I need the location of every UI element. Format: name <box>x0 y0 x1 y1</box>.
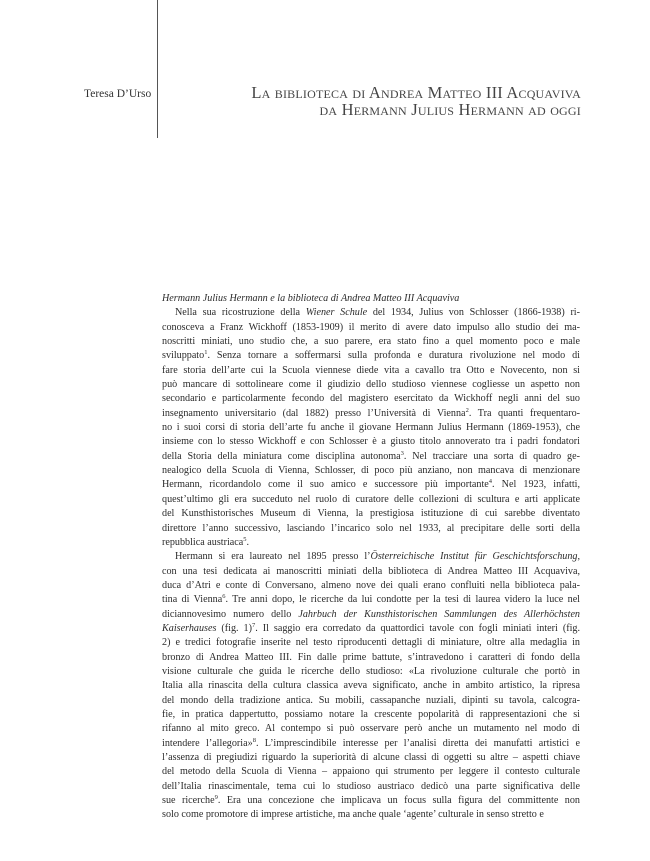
text-line <box>162 808 580 822</box>
text-line <box>162 780 580 794</box>
text-run: 2) e tredici fotografie inserite nel testo riproducenti dettagli di miniature, oltre alla medaglia in <box>162 637 580 649</box>
text-line <box>162 622 580 636</box>
footnote-ref: 5 <box>243 535 247 543</box>
text-line <box>162 765 580 779</box>
text-run: conosceva a Franz Wickhoff (1853-1909) il merito di avere dato impulso allo studio dei ma- <box>162 321 580 333</box>
text-line <box>162 579 580 593</box>
text-run: Italia alla rinascita della cultura classica aveva significato, anche in ambito artistico, la ripresa <box>162 680 580 692</box>
text-line <box>162 306 580 320</box>
text-line <box>162 737 580 751</box>
text-run: sue ricerche <box>162 795 215 807</box>
text-run: , <box>577 551 580 563</box>
text-run: noscritti miniati, uno studio che, a suo parere, era stato fino a quel momento poco e male <box>162 336 580 348</box>
text-run: fie, in pratica dappertutto, possiamo notare la crescente popolarità di rappresentazioni che si <box>162 708 580 720</box>
text-line <box>162 321 580 335</box>
text-run: del mondo della tradizione antica. Su mobili, cassapanche nuziali, dipinti su tavola, calcogra- <box>162 694 580 706</box>
text-run: . Nel 1923, infatti, <box>492 479 580 491</box>
text-run: l’assenza di pregiudizi riguardo la superiorità di alcune classi di oggetti su altre – aspetti chiave <box>162 752 580 763</box>
text-line <box>162 464 580 478</box>
text-run: del metodo della Scuola di Vienna – appaiono qui strumento per leggere il contesto culturale <box>162 766 580 778</box>
text-run: . <box>246 536 250 548</box>
text-line <box>162 450 580 464</box>
text-run: della Storia della miniatura come disciplina autonoma <box>162 450 401 462</box>
text-line <box>162 507 580 521</box>
text-run: . Tra quanti frequentaro- <box>468 407 581 419</box>
text-line <box>162 421 580 435</box>
italic-title: Österreichische Institut für Geschichtsforschung <box>370 551 578 563</box>
header-divider-line <box>157 0 158 138</box>
text-run: quest’ultimo gli era succeduto nel ruolo di curatore delle collezioni di scultura e arti applicate <box>162 493 580 505</box>
text-run: duca d’Atri e conte di Conversano, almeno nove dei quali erano confluiti nella biblioteca pala- <box>162 579 580 591</box>
text-line <box>162 478 580 492</box>
running-head-author: Teresa D’Urso <box>84 88 152 100</box>
text-run: secondario e particolarmente fecondo del magistero esercitato da Wickhoff negli anni del suo <box>162 393 580 405</box>
article-body <box>162 292 580 823</box>
footnote-ref: 2 <box>465 406 469 414</box>
running-head-title <box>251 84 581 118</box>
text-run: solo come promotore di imprese artistiche, ma anche quale ‘agente’ culturale in senso stretto e <box>162 809 544 821</box>
text-line <box>162 593 580 607</box>
footnote-ref: 6 <box>222 593 226 601</box>
text-line <box>162 392 580 406</box>
text-line <box>162 565 580 579</box>
text-run: direttore l’anno successivo, lasciando l’incarico solo nel 1933, al precipitare delle sorti della <box>162 522 580 534</box>
text-run: . L’imprescindibile interesse per l’analisi diretta dei manufatti artistici e <box>255 737 580 749</box>
text-line <box>162 435 580 449</box>
footnote-ref: 9 <box>214 794 218 802</box>
text-run: può mancare di sottolineare come il giudizio dello studioso viennese cogliesse un aspetto non <box>162 379 580 391</box>
footnote-ref: 4 <box>488 478 493 486</box>
text-run: del 1934, Julius von Schlosser (1866-1938) ri- <box>367 307 580 319</box>
footnote-ref: 7 <box>251 621 256 629</box>
section-heading: Hermann Julius Hermann e la biblioteca di Andrea Matteo III Acquaviva <box>162 293 460 304</box>
text-line <box>162 335 580 349</box>
text-line <box>162 378 580 392</box>
text-run: tina di Vienna <box>162 594 223 606</box>
title-line-1: La biblioteca di Andrea Matteo III Acquaviva <box>251 83 581 102</box>
text-run: sviluppato <box>162 350 205 362</box>
text-line <box>162 665 580 679</box>
text-line <box>162 679 580 693</box>
text-run: diciannovesimo numero dello <box>162 608 299 620</box>
text-run: fare storia dell’arte cui la Scuola viennese diede vita a cavallo tra Otto e Novecento, non si <box>162 364 580 376</box>
text-run: insegnamento universitario (dal 1882) presso l’Università di Vienna <box>162 407 466 419</box>
text-line <box>162 364 580 378</box>
text-line <box>162 522 580 536</box>
footnote-ref: 1 <box>204 349 208 357</box>
italic-title: Jahrbuch der Kunsthistorischen Sammlungen des Allerhöchsten <box>298 608 580 620</box>
text-run: bronzo di Andrea Matteo III. Fin dalle prime battute, s’intravedono i caratteri di fondo della <box>162 651 580 663</box>
italic-title: Wiener Schule <box>305 307 368 319</box>
text-line <box>162 751 580 765</box>
text-run: Hermann si era laureato nel 1895 presso l’ <box>175 551 371 563</box>
text-run: no i suoi corsi di storia dell’arte fu anche il giovane Hermann Julius Hermann (1869-1953), che <box>162 422 580 434</box>
text-line <box>162 349 580 363</box>
text-run: (fig. 1) <box>216 622 252 634</box>
text-run: intendere l’allegoria» <box>162 737 253 749</box>
footnote-ref: 3 <box>400 449 404 457</box>
text-line <box>162 794 580 808</box>
text-run: Hermann, ricordandolo come il suo amico e successore più importante <box>162 479 489 491</box>
text-line <box>162 608 580 622</box>
italic-title: Kaiserhauses <box>162 622 217 634</box>
title-line-2: da Hermann Julius Hermann ad oggi <box>319 100 581 119</box>
text-line <box>162 708 580 722</box>
text-run: insieme con lo stesso Wickhoff e con Schlosser è a giusto titolo annoverato tra i padri fondatori <box>162 436 580 448</box>
text-run: repubblica austriaca <box>162 536 244 548</box>
text-run: Nella sua ricostruzione della <box>175 307 306 319</box>
paragraph-lines <box>162 306 580 822</box>
text-line <box>162 407 580 421</box>
text-run: visione culturale che guida le ricerche dello studioso: «La rivoluzione culturale che portò in <box>162 665 580 677</box>
text-run: . Era una concezione che implicava un focus sulla figura del committente non <box>217 795 580 807</box>
text-run: del Kunsthistorisches Museum di Vienna, la prestigiosa istituzione di cui sarebbe diventato <box>162 508 580 520</box>
text-line <box>162 550 580 564</box>
text-run: . Tre anni dopo, le ricerche da lui condotte per la tesi di laurea videro la luce nel <box>225 594 580 606</box>
text-run: . Nel tracciare una sorta di quadro ge- <box>403 450 580 462</box>
text-run: . Il saggio era corredato da quattordici tavole con fogli miniati interi (fig. <box>255 622 580 634</box>
text-line <box>162 694 580 708</box>
text-run: nealogico della Scuola di Vienna, Schlosser, di poco più anziano, non mancava di menzionare <box>162 465 580 477</box>
text-run: rifanno al mito greco. Al contempo si può osservare però anche un mutamento nel modo di <box>162 723 580 735</box>
text-run: . Senza tornare a soffermarsi sulla profonda e duratura rivoluzione nel modo di <box>207 350 580 362</box>
text-line <box>162 651 580 665</box>
text-line <box>162 636 580 650</box>
text-line <box>162 493 580 507</box>
text-run: dell’Italia rinascimentale, tema cui lo studioso austriaco dedicò una parte significativa delle <box>162 780 580 792</box>
text-run: con una tesi dedicata ai manoscritti miniati della biblioteca di Andrea Matteo III Acquaviva, <box>162 565 580 577</box>
footnote-ref: 8 <box>252 736 256 744</box>
text-line <box>162 722 580 736</box>
text-line <box>162 536 580 550</box>
